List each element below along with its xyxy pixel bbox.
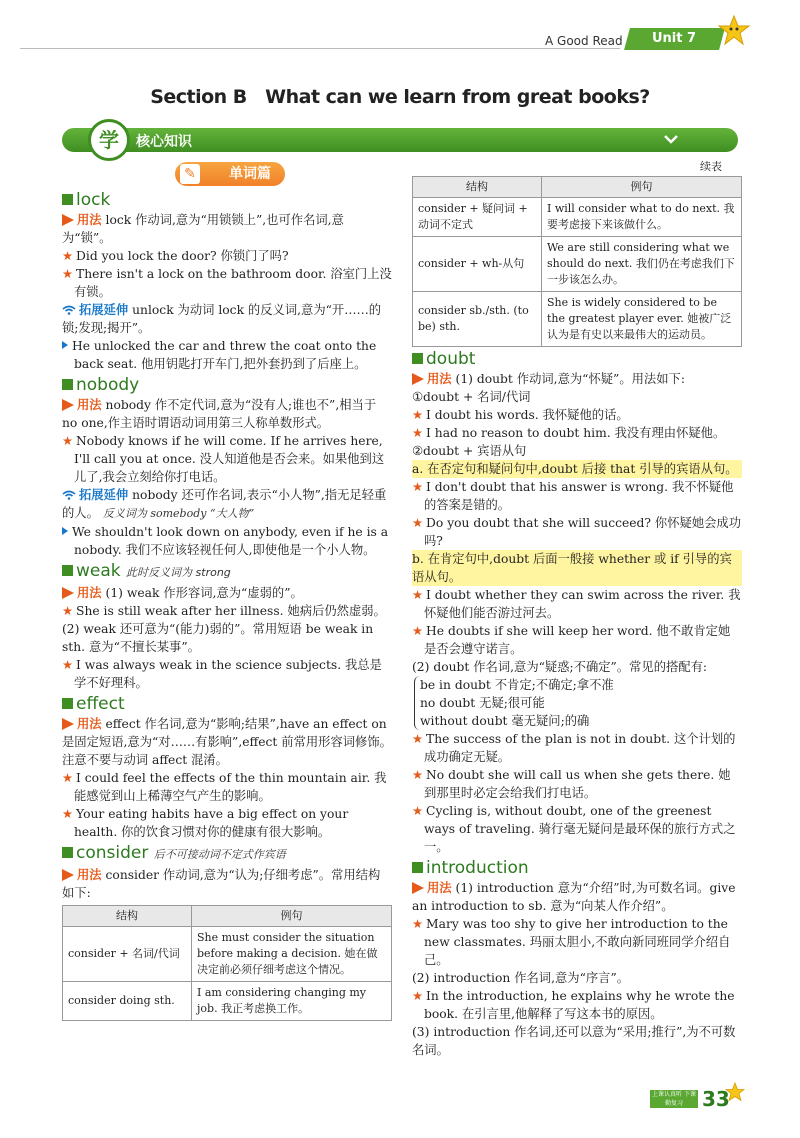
star-mascot-small-icon — [725, 1082, 745, 1102]
entry-head-doubt: doubt — [412, 349, 742, 369]
nobody-ex2: We shouldn't look down on anybody, even if he is a nobody. 我们不应该轻视任何人,即使他是一个小人物。 — [72, 525, 389, 557]
entry-head-lock: lock — [62, 190, 392, 210]
lock-usage: lock 作动词,意为“用锁锁上”,也可作名词,意为“锁”。 — [62, 213, 344, 245]
bar-title: 核心知识 — [136, 134, 192, 150]
wifi-icon — [62, 305, 76, 315]
unit-label: Unit 7 — [652, 31, 697, 46]
chevron-down-icon[interactable] — [663, 131, 679, 147]
weak-ex1: She is still weak after her illness. 她病后仍然虚弱。 — [76, 604, 386, 618]
unit-badge — [624, 28, 725, 50]
table-row: consider + wh-从句 We are still considering what we should do next. 我们仍在考虑我们下一步该怎么办。 — [413, 237, 742, 292]
nobody-ex1: Nobody knows if he will come. If he arrives here, I'll call you at once. 没人知道他是否会来。如果他到这儿了,我会立刻给你打电话。 — [74, 434, 385, 484]
entry-head-nobody: nobody — [62, 375, 392, 395]
consider-note: 后不可接动词不定式作宾语 — [153, 848, 286, 861]
table-row: consider + 疑问词 + 动词不定式 I will consider what to do next. 我要考虑接下来该做什么。 — [413, 198, 742, 237]
intro-p3: (3) introduction 作名词,还可以意为“采用;推行”,为不可数名词。 — [412, 1025, 736, 1057]
flag-icon — [62, 214, 74, 226]
vocab-pill: 单词篇 — [175, 162, 285, 186]
entry-head-consider: consider 后不可接动词不定式作宾语 — [62, 843, 392, 865]
table-row: consider + 名词/代词 She must consider the situation before making a decision. 她在做决定前必须仔细考虑这个情况。 — [63, 927, 392, 982]
nobody-ext: nobody 还可作名词,表示“小人物”,指无足轻重的人。 — [62, 488, 387, 520]
table-row: consider doing sth. I am considering changing my job. 我正考虑换工作。 — [63, 982, 392, 1021]
nobody-note: 反义词为 somebody “大人物” — [102, 507, 255, 520]
table-head-structure: 结构 — [63, 906, 192, 927]
doubt-s1: ①doubt + 名词/代词 — [412, 390, 531, 404]
doubt-rule-a: a. 在否定句和疑问句中,doubt 后接 that 引导的宾语从句。 — [412, 460, 742, 478]
lock-ex3: He unlocked the car and threw the coat onto the back seat. 他用钥匙打开车门,把外套扔到了后座上。 — [72, 339, 377, 371]
footer-tag: 上课认真听 下课勤复习 — [650, 1090, 698, 1108]
entry-head-effect: effect — [62, 694, 392, 714]
effect-ex1: I could feel the effects of the thin mountain air. 我能感觉到山上稀薄空气产生的影响。 — [74, 771, 387, 803]
doubt-usage: (1) doubt 作动词,意为“怀疑”。用法如下: — [455, 372, 685, 386]
lock-ext: unlock 为动词 lock 的反义词,意为“开……的锁;发现;揭开”。 — [62, 303, 382, 335]
lock-ex2: There isn't a lock on the bathroom door. 浴室门上没有锁。 — [74, 267, 392, 299]
nobody-usage: nobody 作不定代词,意为“没有人;谁也不”,相当于 no one,作主语时谓语动词用第三人称单数形式。 — [62, 398, 377, 430]
consider-table-right: 结构 例句 consider + 疑问词 + 动词不定式 I will consider what to do next. 我要考虑接下来该做什么。 consider + wh-从句 We are still considering what we should do next. 我们仍在考虑我们下一步该怎么办。 consider sb./sth. (to be) sth. She is widely considered to be the greatest player ever. 她被广泛认为是有史以来最伟大的运动员。 — [412, 176, 742, 347]
section-title: Section B What can we learn from great books? — [150, 86, 650, 108]
book-title: A Good Read — [545, 34, 623, 48]
entry-head-introduction: introduction — [412, 858, 742, 878]
collocation-brace: be in doubt 不肯定;不确定;拿不准 no doubt 无疑;很可能 without doubt 毫无疑问;的确 — [414, 676, 742, 730]
entry-head-weak: weak 此时反义词为 strong — [62, 561, 392, 583]
table-head-example: 例句 — [192, 906, 392, 927]
lock-ex1: Did you lock the door? 你锁门了吗? — [76, 249, 289, 263]
table-row: consider sb./sth. (to be) sth. She is widely considered to be the greatest player ever. 她被广泛认为是有史以来最伟大的运动员。 — [413, 292, 742, 347]
header-rule — [20, 48, 620, 49]
doubt-s2: ②doubt + 宾语从句 — [412, 444, 527, 458]
doubt-rule-b: b. 在肯定句中,doubt 后面一般接 whether 或 if 引导的宾语从句。 — [412, 550, 742, 586]
effect-usage: effect 作名词,意为“影响;结果”,have an effect on 是固定短语,意为“对……有影响”,effect 前常用形容词修饰。注意不要与动词 affect 混淆。 — [62, 717, 392, 767]
consider-table-left — [62, 905, 392, 1021]
consider-usage: consider 作动词,意为“认为;仔细考虑”。常用结构如下: — [62, 868, 381, 900]
xue-badge: 学 — [88, 119, 130, 161]
intro-p2: (2) introduction 作名词,意为“序言”。 — [412, 971, 630, 985]
effect-ex2: Your eating habits have a big effect on your health. 你的饮食习惯对你的健康有很大影响。 — [74, 807, 349, 839]
weak-p2: (2) weak 还可意为“(能力)弱的”。常用短语 be weak in sth. 意为“不擅长某事”。 — [62, 622, 374, 654]
left-column: lock 用法 lock 作动词,意为“用锁锁上”,也可作名词,意为“锁”。 ★ Did you lock the door? 你锁门了吗? ★ There isn't a lock on the bathroom door. 浴室门上没有锁。 拓展延伸 unlock 为动词 lock 的反义词,意为“开……的锁;发现;揭开”。 He unlocked the car and threw the coat onto the back seat. 他用钥匙打开车门,把外套扔到了后座上。 nobody 用法 nobody 作不定代词,意为“没有人;谁也不”,相当于 no one,作主语时谓语动词用第三人称单数形式。 ★ Nobody knows if he will come. If he arrives here, I'll call you at once. 没人知道他是否会来。如果他到这儿了,我会立刻给你打电话。 拓展延伸 nobody 还可作名词,表示“小人物”,指无足轻重的人。 反义词为 somebody “大人物” We shouldn't look down on anybody, even if he is a nobody. 我们不应该轻视任何人,即使他是一个小人物。 weak 此时反义词为 strong 用法 (1) weak 作形容词,意为“虚弱的”。 ★ She is still weak after her illness. 她病后仍然虚弱。 (2) weak 还可意为“(能力)弱的”。常用短语 be weak in sth. 意为“不擅长某事”。 ★ I was always weak in the science subjects. 我总是学不好理科。 effect 用法 effect 作名词,意为“影响;结果”,have an effect on 是固定短语,意为“对……有影响”,effect 前常用形容词修饰。注意不要与动词 affect 混淆。 ★ I could feel the effects of the thin mountain air. 我能感觉到山上稀薄空气产生的影响。 ★ Your eating habits have a big effect on your health. 你的饮食习惯对你的健康有很大影响。 consider 后不可接动词不定式作宾语 用法 consider 作动词,意为“认为;仔细考虑”。常用结构如下: 结构 例句 consider + 名词/代词 She must consider the situation before making a decision. 她在做决定前必须仔细考虑这个情况。 consider doing sth. I am considering changing my job. 我正考虑换工作。 — [62, 188, 392, 1021]
star-mascot-icon — [718, 14, 750, 46]
page-number: 33 — [702, 1087, 730, 1111]
intro-usage: (1) introduction 意为“介绍”时,为可数名词。give an introduction to sb. 意为“向某人作介绍”。 — [412, 881, 736, 913]
weak-ex2: I was always weak in the science subjects. 我总是学不好理科。 — [74, 658, 382, 690]
right-column: 续表 结构 例句 consider + 疑问词 + 动词不定式 I will consider what to do next. 我要考虑接下来该做什么。 consider + wh-从句 We are still considering what we should do next. 我们仍在考虑我们下一步该怎么办。 consider sb./sth. (to be) sth. She is widely considered to be the greatest player ever. 她被广泛认为是有史以来最伟大的运动员。 doubt 用法 (1) doubt 作动词,意为“怀疑”。用法如下: ①doubt + 名词/代词 ★ I doubt his words. 我怀疑他的话。 ★ I had no reason to doubt him. 我没有理由怀疑他。 ②doubt + 宾语从句 a. 在否定句和疑问句中,doubt 后接 that 引导的宾语从句。 ★ I don't doubt that his answer is wrong. 我不怀疑他的答案是错的。 ★ Do you doubt that she will succeed? 你怀疑她会成功吗? b. 在肯定句中,doubt 后面一般接 whether 或 if 引导的宾语从句。 ★ I doubt whether they can swim across the river. 我怀疑他们能否游过河去。 ★ He doubts if she will keep her word. 他不敢肯定她是否会遵守诺言。 (2) doubt 作名词,意为“疑惑;不确定”。常见的搭配有: be in doubt 不肯定;不确定;拿不准 no doubt 无疑;很可能 without doubt 毫无疑问;的确 ★ The success of the plan is not in doubt. 这个计划的成功确定无疑。 ★ No doubt she will call us when she gets there. 她到那里时必定会给我们打电话。 ★ Cycling is, without doubt, one of the greenest ways of traveling. 骑行毫无疑问是最环保的旅行方式之一。 introduction 用法 (1) introduction 意为“介绍”时,为可数名词。give an introduction to sb. 意为“向某人作介绍”。 ★ Mary was too shy to give her introduction to the new classmates. 玛丽太胆小,不敢向新同班同学介绍自己。 (2) introduction 作名词,意为“序言”。 ★ In the introduction, he explains why he wrote the book. 在引言里,他解释了写这本书的原因。 (3) introduction 作名词,还可以意为“采用;推行”,为不可数名词。 — [412, 160, 742, 1057]
weak-usage: (1) weak 作形容词,意为“虚弱的”。 — [105, 586, 303, 600]
pencil-icon: ✎ — [180, 164, 200, 184]
doubt-p2: (2) doubt 作名词,意为“疑惑;不确定”。常见的搭配有: — [412, 660, 708, 674]
continued-label: 续表 — [700, 160, 722, 173]
weak-note: 此时反义词为 strong — [126, 566, 231, 579]
